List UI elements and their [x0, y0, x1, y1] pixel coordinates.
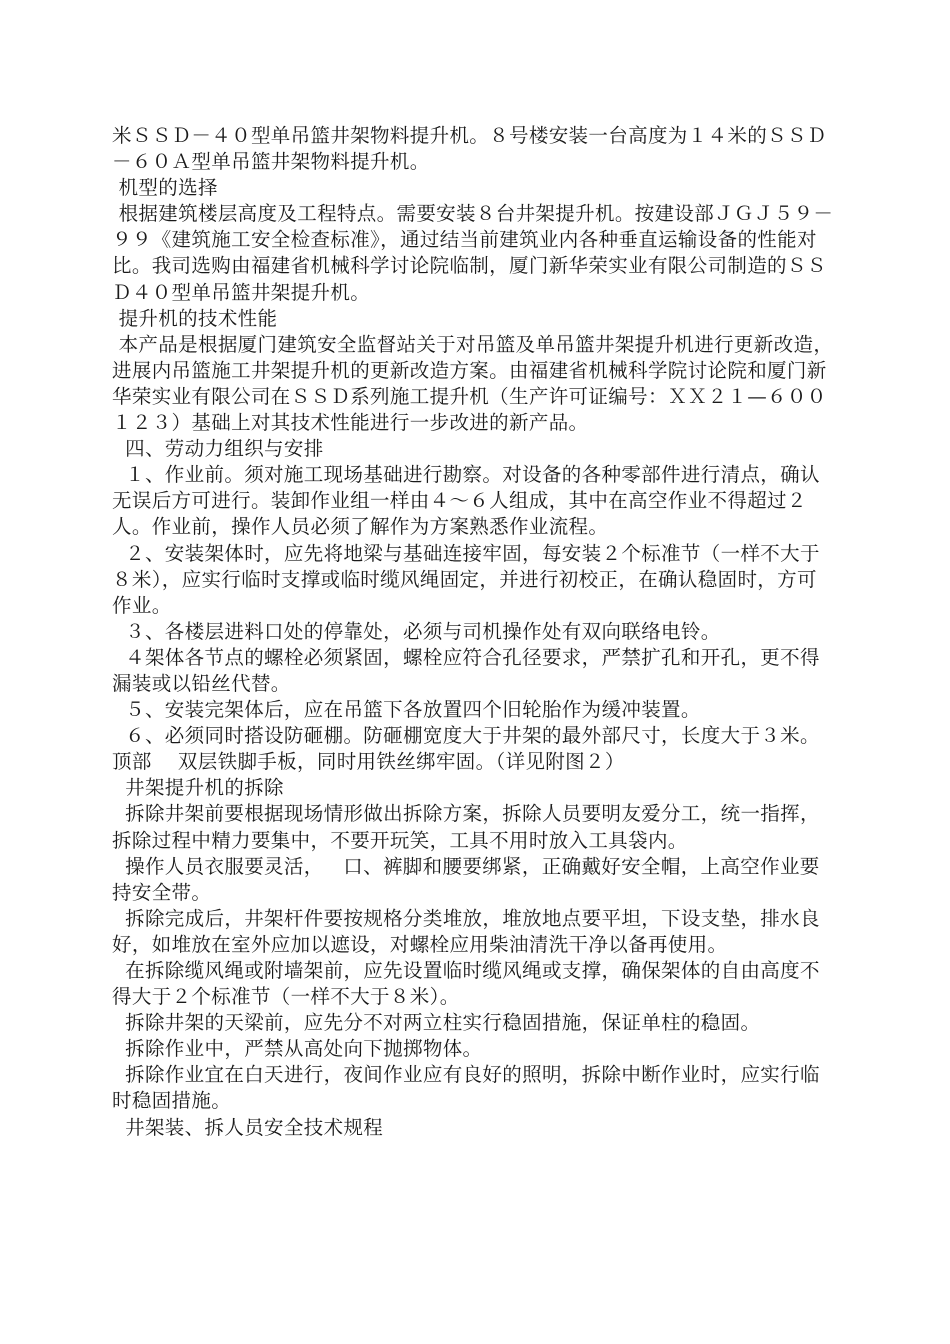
- paragraph-intro-models: 米ＳＳＤ－４０型单吊篮井架物料提升机。８号楼安装一台高度为１４米的ＳＳＤ－６０Ａ型单吊篮井架物料提升机。: [112, 124, 827, 174]
- list-item-2: ２、安装架体时，应先将地梁与基础连接牢固，每安装２个标准节（一样不大于８米），应实行临时支撑或临时缆风绳固定，并进行初校正，在确认稳固时，方可作业。: [112, 541, 820, 617]
- list-item-3: ３、各楼层进料口处的停靠处，必须与司机操作处有双向联络电铃。: [112, 619, 721, 643]
- heading-technical-performance: 提升机的技术性能: [112, 306, 278, 330]
- paragraph-operator-clothing: 操作人员衣服要灵活， 口、裤脚和腰要绑紧，正确戴好安全帽，上高空作业要持安全带。: [112, 854, 820, 904]
- paragraph-guy-ropes: 在拆除缆风绳或附墙架前，应先设置临时缆风绳或支撑，确保架体的自由高度不得大于２个标准节（一样不大于８米）。: [112, 959, 820, 1009]
- paragraph-top-beam: 拆除井架的天梁前，应先分不对两立柱实行稳固措施，保证单柱的稳固。: [112, 1011, 761, 1035]
- list-item-6: ６、必须同时搭设防砸棚。防砸棚宽度大于井架的最外部尺寸，长度大于３米。顶部 双层铁脚手板，同时用铁丝绑牢固。（详见附图２）: [112, 724, 820, 774]
- heading-safety-rules: 井架装、拆人员安全技术规程: [112, 1115, 384, 1139]
- paragraph-stacking: 拆除完成后，井架杆件要按规格分类堆放，堆放地点要平坦，下设支垫，排水良好，如堆放在室外应加以遮设，对螺栓应用柴油清洗干净以备再使用。: [112, 906, 820, 956]
- heading-labor-organization: 四、劳动力组织与安排: [112, 437, 324, 461]
- heading-dismantling: 井架提升机的拆除: [112, 776, 284, 800]
- paragraph-dismantling-plan: 拆除井架前要根据现场情形做出拆除方案，拆除人员要明友爱分工，统一指挥，拆除过程中精力要集中，不要开玩笑，工具不用时放入工具袋内。: [112, 802, 820, 852]
- document-body: [112, 123, 836, 1141]
- heading-model-selection: 机型的选择: [112, 176, 218, 200]
- paragraph-technical-performance: 本产品是根据厦门建筑安全监督站关于对吊篮及单吊篮井架提升机进行更新改造，进展内吊篮施工井架提升机的更新改造方案。由福建省机械科学院讨论院和厦门新华荣实业有限公司在ＳＳＤ系列施工提升机（生产许可证编号：ＸＸ２１—６００１２３）基础上对其技术性能进行一步改进的新产品。: [112, 332, 834, 435]
- paragraph-model-selection: 根据建筑楼层高度及工程特点。需要安装８台井架提升机。按建设部ＪＧＪ５９－９９《建筑施工安全检查标准》，通过结当前建筑业内各种垂直运输设备的性能对比。我司选购由福建省机械科学讨论院临制，厦门新华荣实业有限公司制造的ＳＳＤ４０型单吊篮井架提升机。: [112, 202, 834, 304]
- list-item-5: ５、安装完架体后，应在吊篮下各放置四个旧轮胎作为缓冲装置。: [112, 698, 701, 722]
- paragraph-daytime-work: 拆除作业宜在白天进行，夜间作业应有良好的照明，拆除中断作业时，应实行临时稳固措施。: [112, 1063, 820, 1113]
- paragraph-no-throwing: 拆除作业中，严禁从高处向下抛掷物体。: [112, 1037, 483, 1061]
- list-item-4: ４架体各节点的螺栓必须紧固，螺栓应符合孔径要求，严禁扩孔和开孔，更不得漏装或以铅丝代替。: [112, 645, 820, 695]
- list-item-1: １、作业前。须对施工现场基础进行勘察。对设备的各种零部件进行清点，确认无误后方可进行。装卸作业组一样由４～６人组成，其中在高空作业不得超过２人。作业前，操作人员必须了解作为方案熟悉作业流程。: [112, 463, 820, 539]
